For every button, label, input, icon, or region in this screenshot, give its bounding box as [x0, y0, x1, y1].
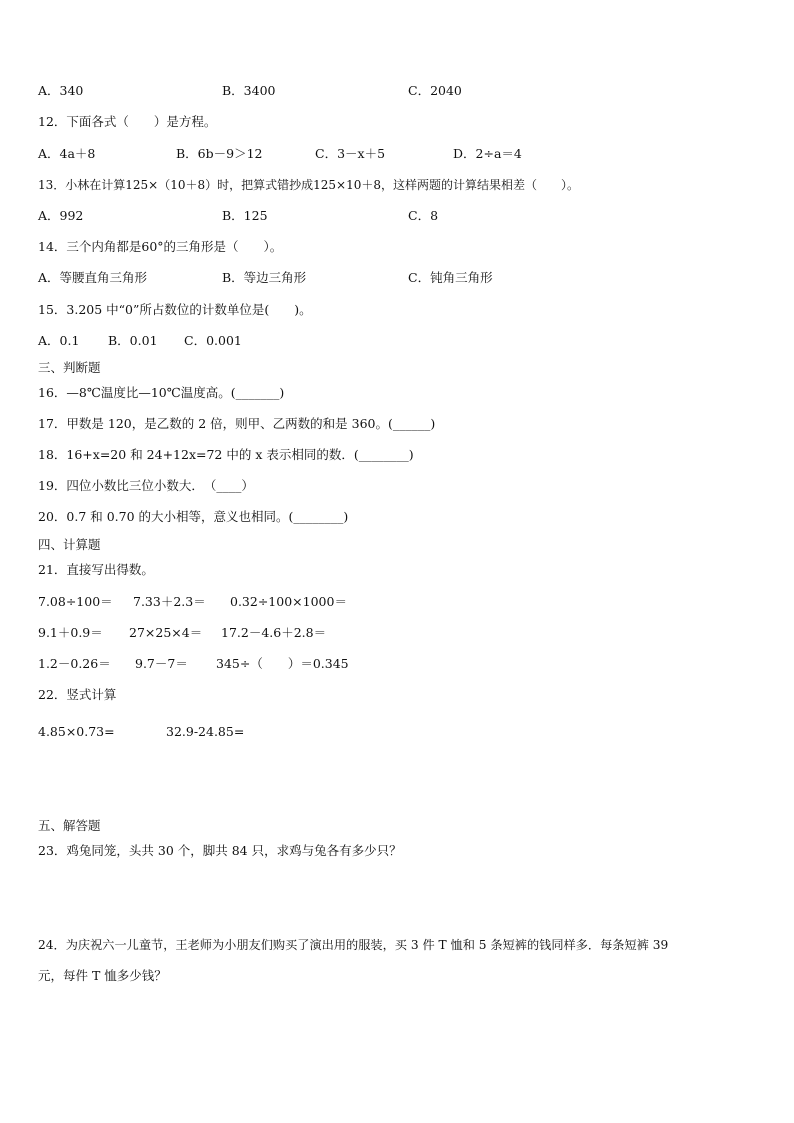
q22-item: 32.9-24.85=: [166, 724, 245, 739]
q15-stem: 15．3.205 中“0”所占数位的计数单位是( )。: [38, 302, 312, 317]
q21-item: 1.2－0.26＝: [38, 656, 111, 671]
q14-option-c: C．钝角三角形: [408, 270, 493, 285]
q21-item: 9.7－7＝: [135, 656, 188, 671]
q13-option-a: A．992: [38, 208, 84, 223]
q12-stem: 12．下面各式（ ）是方程。: [38, 114, 217, 129]
q13-stem: 13．小林在计算125×（10＋8）时，把算式错抄成125×10＋8，这样两题的计算结果相差（ ）。: [38, 178, 579, 192]
q21-item: 7.33＋2.3＝: [133, 594, 206, 609]
q12-option-a: A．4a＋8: [38, 146, 96, 161]
q16-statement: 16．—8℃温度比—10℃温度高。(_______): [38, 385, 285, 400]
q21-item: 9.1＋0.9＝: [38, 625, 103, 640]
q21-item: 0.32÷100×1000＝: [230, 594, 347, 609]
section-title-calculation: 四、计算题: [38, 537, 101, 552]
q21-item: 7.08÷100＝: [38, 594, 113, 609]
q21-stem: 21．直接写出得数。: [38, 562, 154, 577]
section-title-word-problems: 五、解答题: [38, 818, 101, 833]
q17-statement: 17．甲数是 120，是乙数的 2 倍，则甲、乙两数的和是 360。(______): [38, 416, 436, 431]
q22-item: 4.85×0.73=: [38, 724, 115, 739]
q15-option-b: B．0.01: [108, 333, 158, 348]
q12-option-d: D．2÷a＝4: [453, 146, 522, 161]
q12-option-c: C．3－x＋5: [315, 146, 386, 161]
q15-option-a: A．0.1: [38, 333, 80, 348]
q20-statement: 20．0.7 和 0.70 的大小相等，意义也相同。(________): [38, 509, 349, 524]
q11-option-b: B．3400: [222, 83, 276, 98]
q14-option-a: A．等腰直角三角形: [38, 270, 148, 285]
q24-problem-line1: 24．为庆祝六一儿童节，王老师为小朋友们购买了演出用的服装，买 3 件 T 恤和 5 条短裤的钱同样多．每条短裤 39: [38, 938, 669, 952]
q22-stem: 22．竖式计算: [38, 687, 117, 702]
section-title-judgement: 三、判断题: [38, 360, 101, 375]
q23-problem: 23．鸡兔同笼，头共 30 个，脚共 84 只，求鸡与兔各有多少只？: [38, 843, 402, 858]
q19-statement: 19．四位小数比三位小数大． （____）: [38, 478, 254, 493]
q24-problem-line2: 元，每件 T 恤多少钱？: [38, 968, 167, 983]
q11-option-c: C．2040: [408, 83, 462, 98]
q13-option-b: B．125: [222, 208, 268, 223]
q12-option-b: B．6b－9＞12: [176, 146, 263, 161]
q13-option-c: C．8: [408, 208, 439, 223]
q14-option-b: B．等边三角形: [222, 270, 307, 285]
q14-stem: 14．三个内角都是60°的三角形是（ ）。: [38, 239, 283, 254]
q18-statement: 18．16+x=20 和 24+12x=72 中的 x 表示相同的数．(________): [38, 447, 414, 462]
q15-option-c: C．0.001: [184, 333, 242, 348]
q21-item: 17.2－4.6＋2.8＝: [221, 625, 327, 640]
q21-item: 27×25×4＝: [129, 625, 203, 640]
q21-item: 345÷（ ）＝0.345: [216, 656, 349, 671]
q11-option-a: A．340: [38, 83, 84, 98]
